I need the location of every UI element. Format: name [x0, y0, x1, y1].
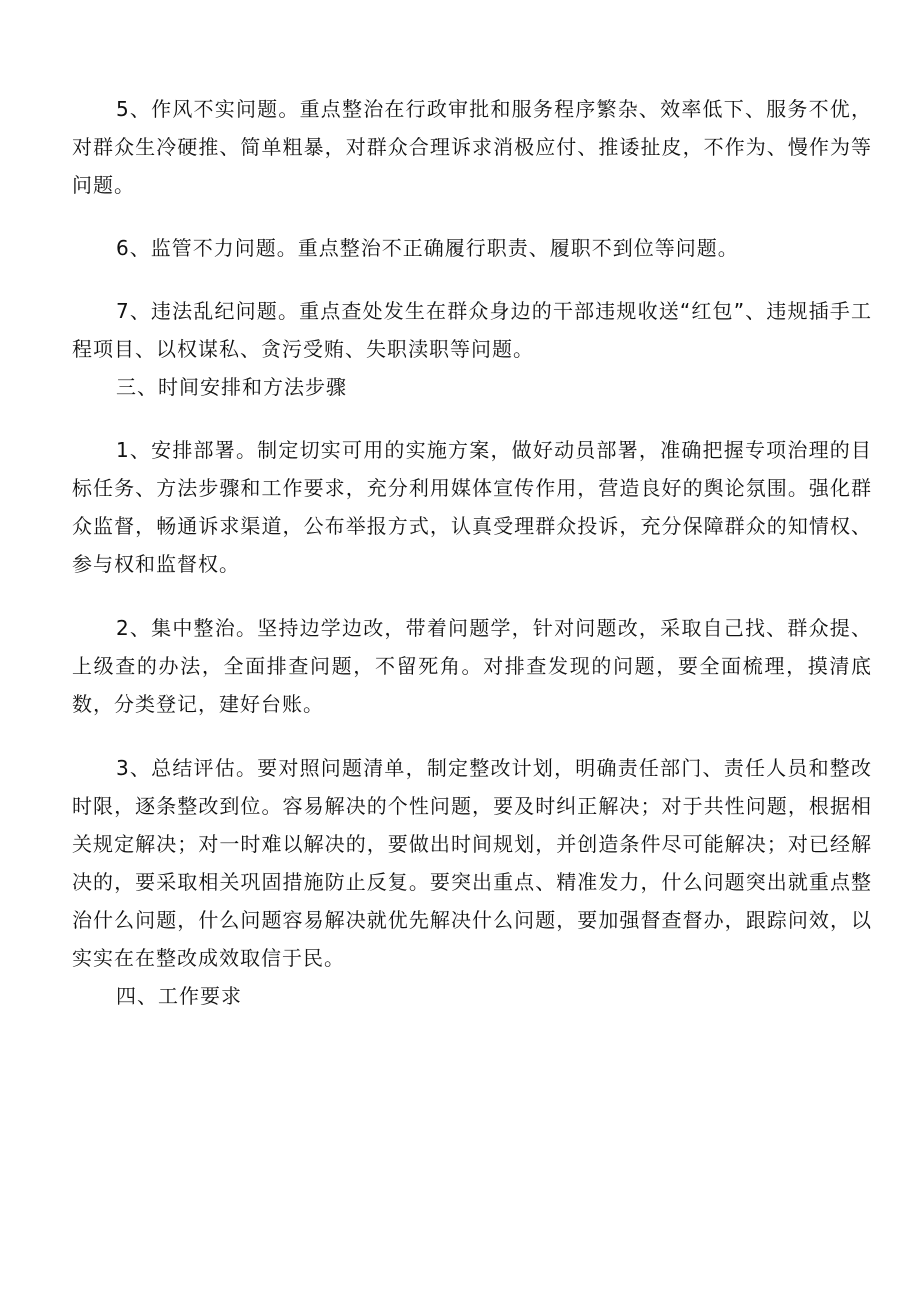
- paragraph-item-6: 6、监管不力问题。重点整治不正确履行职责、履职不到位等问题。: [116, 236, 739, 260]
- paragraph-step-1: 1、安排部署。制定切实可用的实施方案，做好动员部署，准确把握专项治理的目标任务、方法步骤和工作要求，充分利用媒体宣传作用，营造良好的舆论氛围。强化群众监督，畅通诉求渠道，公布举报方式，认真受理群众投诉，充分保障群众的知情权、参与权和监督权。: [72, 438, 872, 576]
- section-heading-4: 四、工作要求: [116, 984, 242, 1008]
- document-page: [72, 90, 872, 1015]
- section-heading-3: 三、时间安排和方法步骤: [116, 375, 347, 399]
- paragraph-step-3: 3、总结评估。要对照问题清单，制定整改计划，明确责任部门、责任人员和整改时限，逐条整改到位。容易解决的个性问题，要及时纠正解决；对于共性问题，根据相关规定解决；对一时难以解决的，要做出时间规划，并创造条件尽可能解决；对已经解决的，要采取相关巩固措施防止反复。要突出重点、精准发力，什么问题突出就重点整治什么问题，什么问题容易解决就优先解决什么问题，要加强督查督办，跟踪问效，以实实在在整改成效取信于民。: [72, 756, 872, 970]
- paragraph-item-7: 7、违法乱纪问题。重点查处发生在群众身边的干部违规收送“红包”、违规插手工程项目、以权谋私、贪污受贿、失职渎职等问题。: [72, 299, 872, 361]
- paragraph-step-2: 2、集中整治。坚持边学边改，带着问题学，针对问题改，采取自己找、群众提、上级查的办法，全面排查问题，不留死角。对排查发现的问题，要全面梳理，摸清底数，分类登记，建好台账。: [72, 616, 872, 716]
- paragraph-item-5: 5、作风不实问题。重点整治在行政审批和服务程序繁杂、效率低下、服务不优，对群众生冷硬推、简单粗暴，对群众合理诉求消极应付、推诿扯皮，不作为、慢作为等问题。: [72, 97, 872, 197]
